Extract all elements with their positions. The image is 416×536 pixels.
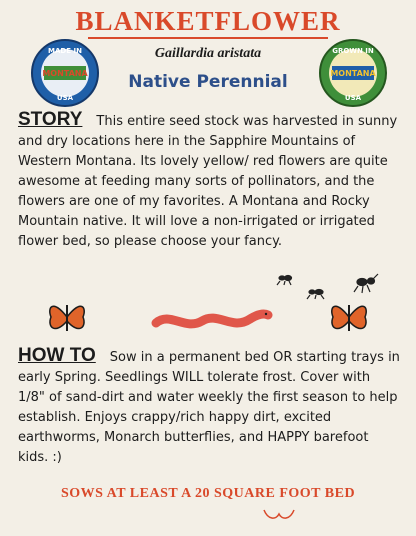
sowing-area-note: SOWS AT LEAST A 20 SQUARE FOOT BED <box>60 486 356 501</box>
story-heading: STORY <box>18 109 83 130</box>
badge-right-middle: MONTANA <box>330 69 376 78</box>
page-title: BLANKETFLOWER <box>75 6 341 36</box>
story-text: This entire seed stock was harvested in sunny and dry locations here in the Sapphire Mountains of Western Montana. Its lovely yellow/ red flowers are quite awesome at feeding many sorts of pollinators, and the flowers are one of my favorites. A Montana and Rocky Mountain native. It will love a non-irrigated or irrigated flower bed, so please choose your fancy. <box>18 114 398 249</box>
how-to-heading: HOW TO <box>18 345 96 366</box>
how-to-text: Sow in a permanent bed OR starting trays in early Spring. Seedlings WILL tolerate frost. Cover with 1/8" of sand-dirt and water weekly the first season to help establish. Enjoys crappy/rich happy dirt, excited earthworms, Monarch butterflies, and HAPPY barefoot kids. :) <box>18 350 400 465</box>
scientific-name: Gaillardia aristata <box>154 46 262 61</box>
badge-right-bottom: USA <box>344 94 362 102</box>
plant-category: Native Perennial <box>128 72 288 92</box>
swirl-icon <box>262 508 296 520</box>
how-to-section <box>18 346 400 468</box>
badge-left-middle: MONTANA <box>42 69 88 78</box>
badge-right-top: GROWN IN <box>332 47 374 55</box>
title-underline <box>88 37 328 39</box>
story-section <box>18 110 400 252</box>
badge-left-bottom: USA <box>56 94 74 102</box>
badge-left-top: MADE IN <box>48 47 82 55</box>
monarch-butterfly-icon <box>45 295 89 339</box>
monarch-butterfly-icon <box>327 295 371 339</box>
earthworm-icon <box>150 303 275 337</box>
